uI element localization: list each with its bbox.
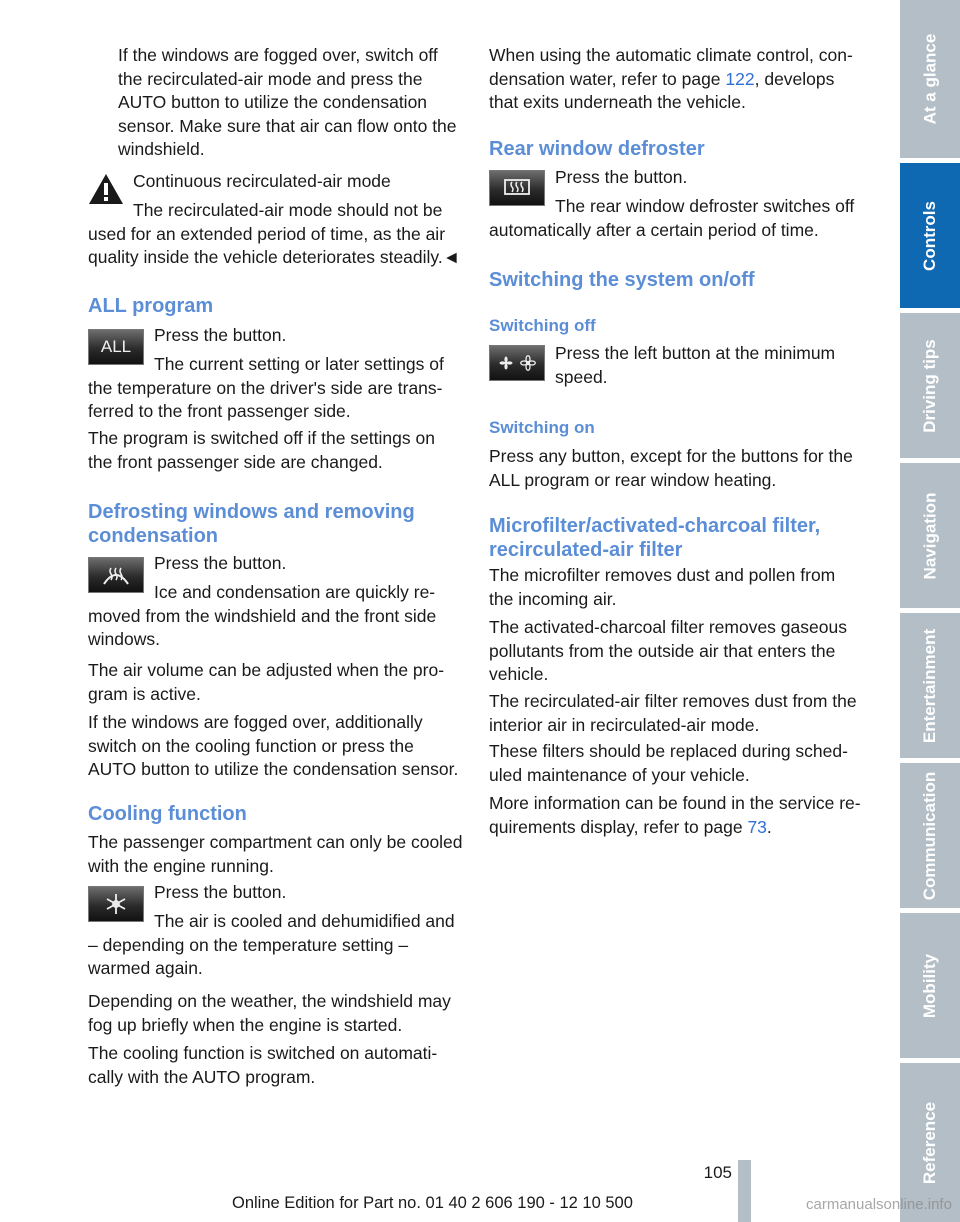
- tab-label: Reference: [920, 1101, 939, 1184]
- all-off: The program is switched off if the settings on the front passenger side are changed.: [88, 428, 435, 472]
- defrost-desc: Ice and condensation are quickly re-moved from the windshield and the front side windows.: [88, 582, 437, 649]
- watermark: carmanualsonline.info: [806, 1196, 952, 1213]
- tab-label: Navigation: [920, 492, 939, 579]
- fan-off-button[interactable]: [489, 345, 545, 381]
- fog-paragraph: If the windows are fogged over, switch off the recirculated-air mode and press the AUTO button to utilize the condensation sensor. Make sure that air can flow onto the windshield.: [118, 45, 457, 159]
- tab-label: Controls: [920, 200, 940, 271]
- tab-label: Mobility: [920, 953, 939, 1018]
- warning-body: The recirculated-air mode should not be used for an extended period of time, as the air quality inside the vehicle deteriorates steadily.◄: [88, 200, 461, 267]
- all-press: Press the button.: [154, 325, 287, 345]
- tab-communication[interactable]: [900, 763, 960, 908]
- heading-filters: Microfilter/activated-charcoal filter, recirculated-air filter: [489, 515, 821, 561]
- off-desc: Press the left button at the minimum speed.: [555, 343, 836, 387]
- cooling-press: Press the button.: [154, 882, 287, 902]
- on-desc: Press any button, except for the buttons for the ALL program or rear window heating.: [489, 446, 853, 490]
- filter-p4: These filters should be replaced during sched-uled maintenance of your vehicle.: [489, 741, 848, 785]
- page-number: 105: [703, 1163, 732, 1182]
- filter-p1: The microfilter removes dust and pollen from the incoming air.: [489, 565, 836, 609]
- warning-title: Continuous recirculated-air mode: [133, 171, 391, 191]
- tab-driving-tips[interactable]: [900, 313, 960, 458]
- all-desc: The current setting or later settings of the temperature on the driver's side are trans-ferred to the front passenger side.: [88, 354, 444, 421]
- heading-switching-on: Switching on: [489, 418, 595, 437]
- filter-p2: The activated-charcoal filter removes gaseous pollutants from the outside air that enters the vehicle.: [489, 617, 847, 684]
- heading-switching-off: Switching off: [489, 316, 596, 335]
- heading-cooling: Cooling function: [88, 803, 247, 825]
- tab-label: At a glance: [920, 33, 940, 125]
- fan-icon: [497, 355, 537, 371]
- heading-defrost: Defrosting windows and removing condensation: [88, 501, 415, 547]
- heading-all-program: ALL program: [88, 295, 214, 317]
- cooling-auto: The cooling function is switched on automati-cally with the AUTO program.: [88, 1043, 438, 1087]
- tab-mobility[interactable]: [900, 913, 960, 1058]
- tab-at-a-glance[interactable]: [900, 0, 960, 158]
- filter-p5-text: More information can be found in the service re-quirements display, refer to page: [489, 793, 861, 837]
- filter-p5: [489, 792, 863, 839]
- tab-navigation[interactable]: [900, 463, 960, 608]
- heading-switching-system: Switching the system on/off: [489, 269, 755, 291]
- condensation-text: When using the automatic climate control, con-densation water, refer to page: [489, 45, 853, 89]
- condensation-text-end: , develops that exits underneath the vehicle.: [489, 68, 835, 112]
- all-button-label: ALL: [100, 337, 132, 356]
- filter-p5-end: .: [766, 816, 772, 837]
- chapter-tabs: [900, 0, 960, 1222]
- tab-entertainment[interactable]: [900, 613, 960, 758]
- condensation-paragraph: [489, 44, 863, 115]
- rear-desc: The rear window defroster switches off automatically after a certain period of time.: [489, 196, 855, 240]
- page-link-73[interactable]: 73: [747, 816, 767, 837]
- defrost-press: Press the button.: [154, 553, 287, 573]
- defrost-fog: If the windows are fogged over, additionally switch on the cooling function or press the AUTO button to utilize the condensation sensor.: [88, 712, 459, 779]
- tab-label: Entertainment: [920, 628, 940, 743]
- rear-press: Press the button.: [555, 167, 688, 187]
- tab-label: Driving tips: [920, 338, 940, 433]
- cooling-intro: The passenger compartment can only be cooled with the engine running.: [88, 832, 463, 876]
- tab-controls[interactable]: [900, 163, 960, 308]
- defrost-air: The air volume can be adjusted when the pro-gram is active.: [88, 660, 445, 704]
- page-link-122[interactable]: 122: [725, 68, 755, 89]
- filter-p3: The recirculated-air filter removes dust from the interior air in recirculated-air mode.: [489, 691, 857, 735]
- cooling-weather: Depending on the weather, the windshield may fog up briefly when the engine is started.: [88, 991, 451, 1035]
- heading-rear-defroster: Rear window defroster: [489, 138, 705, 160]
- cooling-desc: The air is cooled and dehumidified and – depending on the temperature setting – warmed again.: [88, 911, 455, 978]
- tab-label: Communication: [920, 771, 940, 900]
- footer-edition: Online Edition for Part no. 01 40 2 606 190 - 12 10 500: [232, 1194, 633, 1212]
